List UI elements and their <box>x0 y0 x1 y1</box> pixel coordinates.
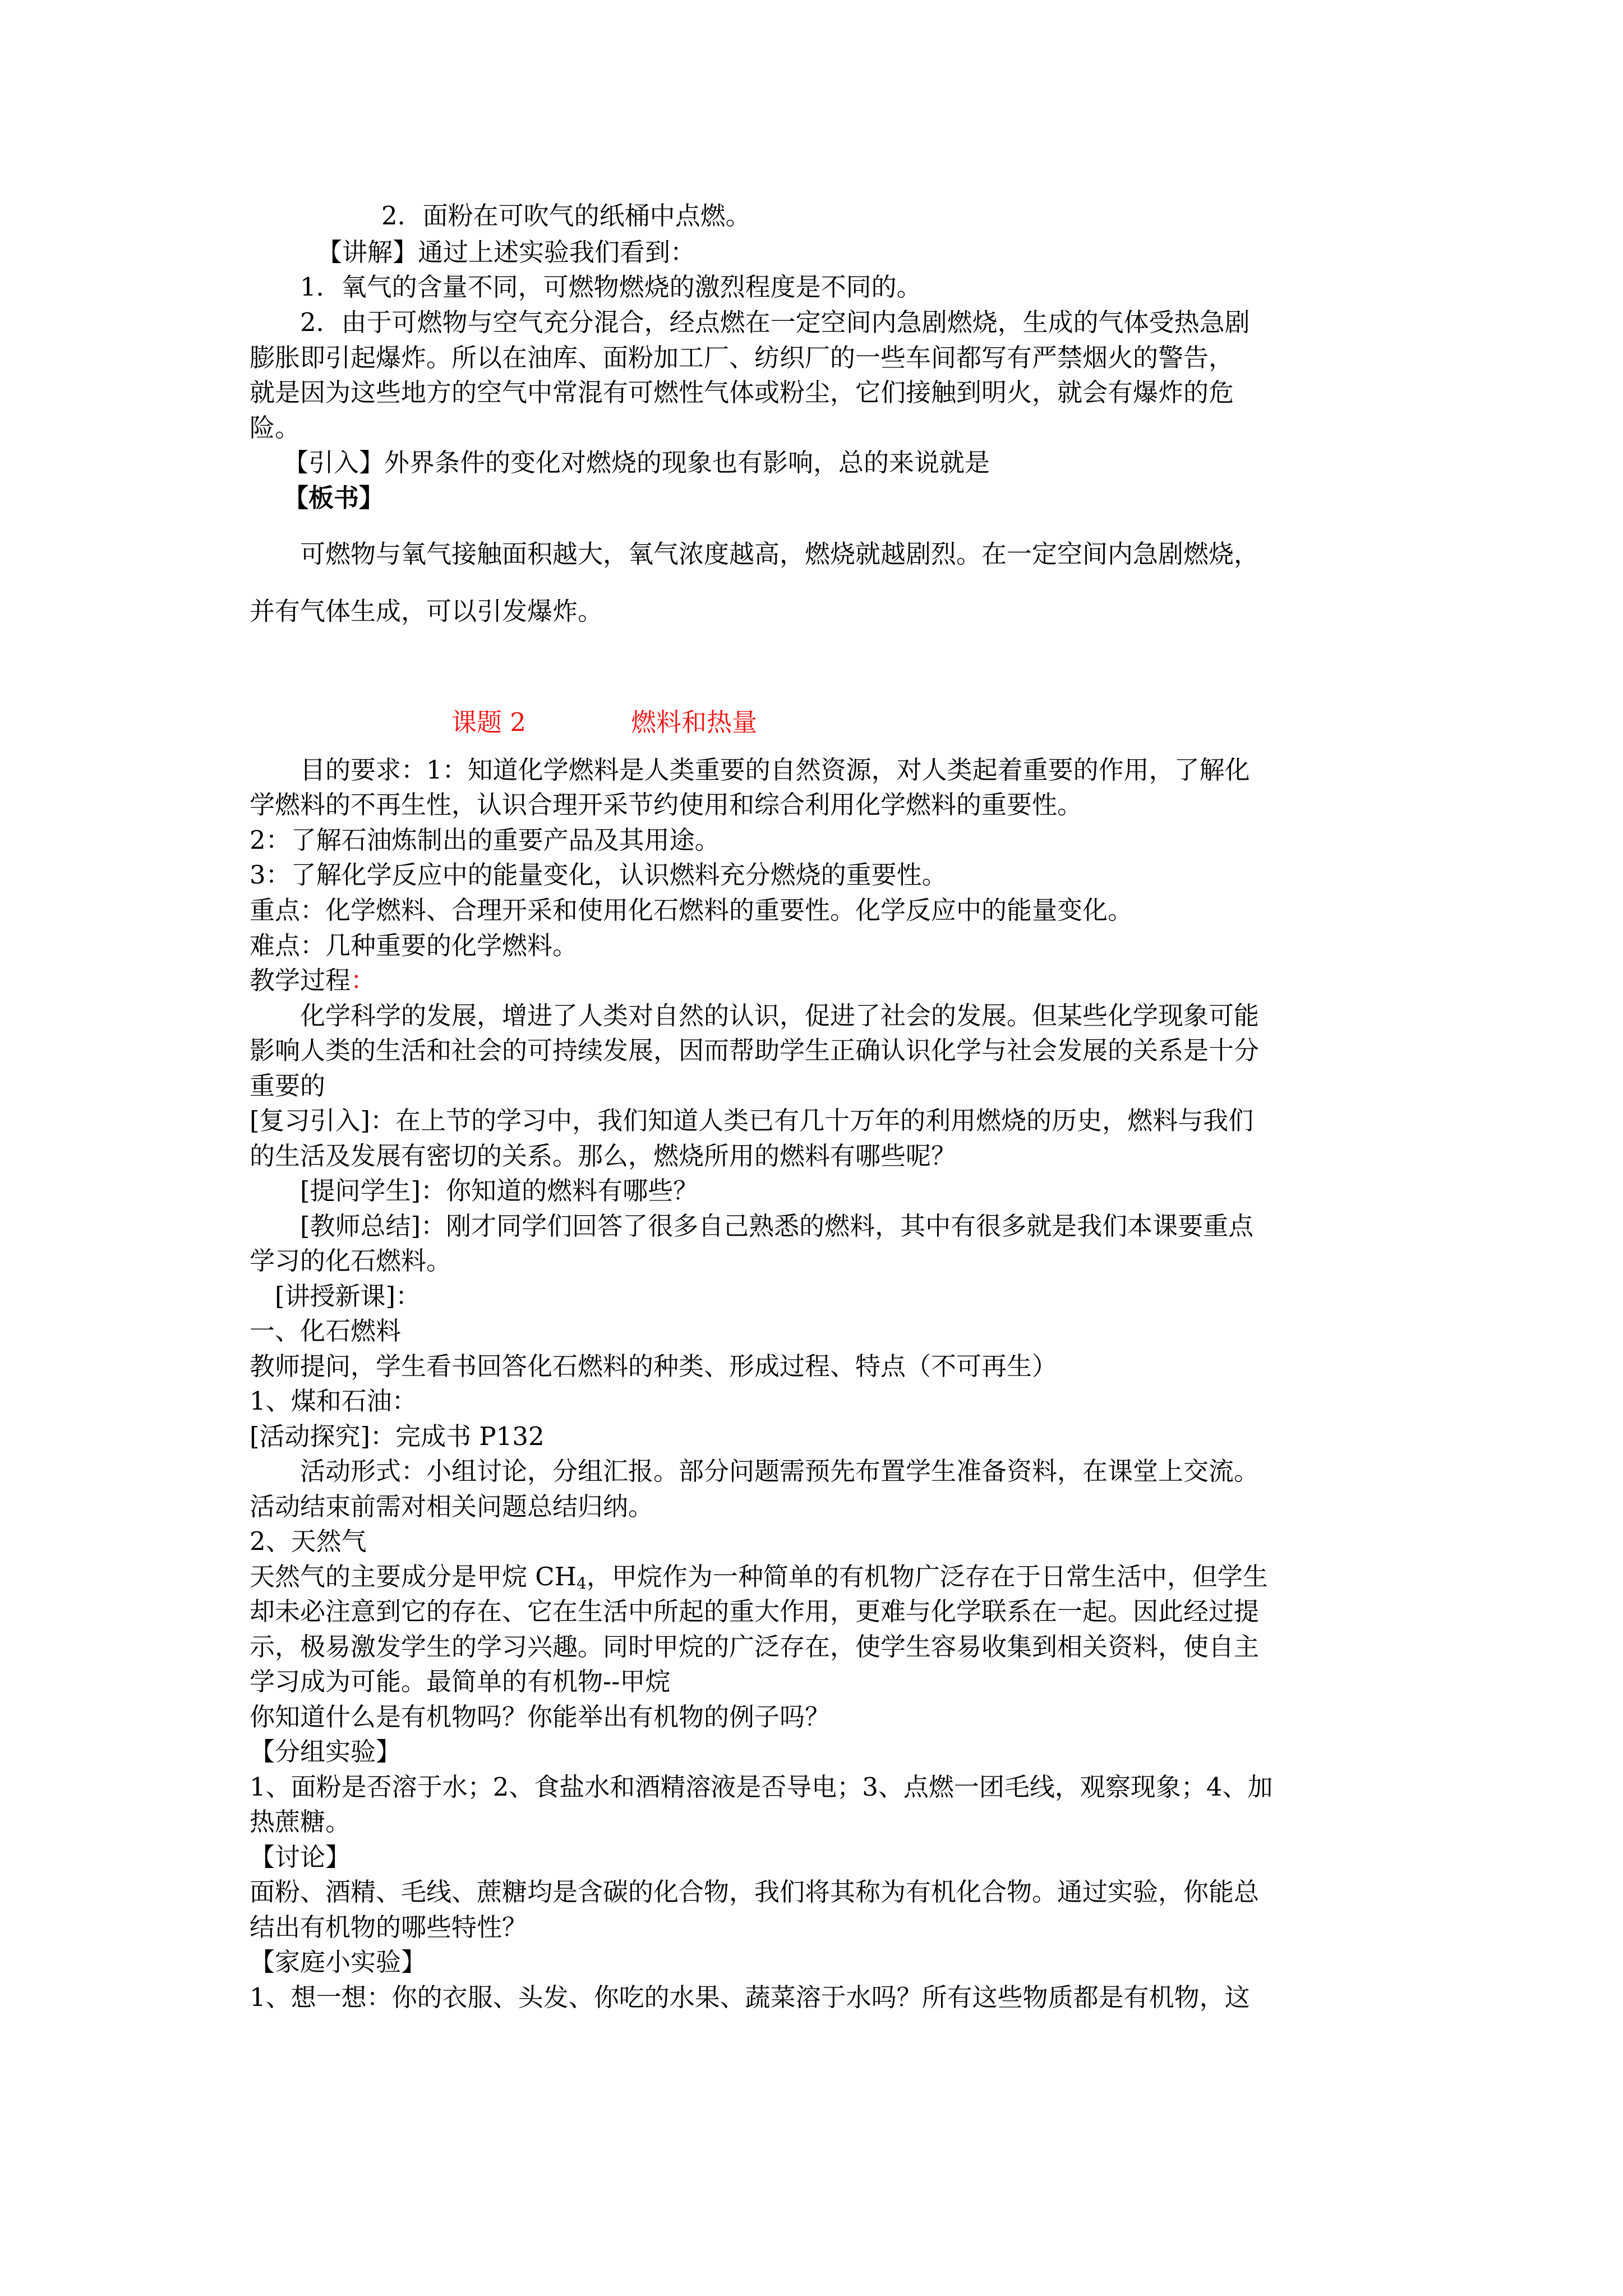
text-line: 1．氧气的含量不同，可燃物燃烧的激烈程度是不同的。 <box>300 272 922 302</box>
gas-text-post: ，甲烷作为一种简单的有机物广泛存在于日常生活中，但学生 <box>586 1562 1268 1591</box>
gas-text-pre: 天然气的主要成分是甲烷 CH <box>250 1562 577 1591</box>
text-line: 学燃料的不再生性，认识合理开采节约使用和综合利用化学燃料的重要性。 <box>250 790 1083 820</box>
text-line: 就是因为这些地方的空气中常混有可燃性气体或粉尘，它们接触到明火，就会有爆炸的危 <box>250 378 1234 407</box>
section-heading: 【家庭小实验】 <box>250 1947 427 1977</box>
text-line: 学习成为可能。最简单的有机物--甲烷 <box>250 1667 671 1696</box>
text-line: 热蔗糖。 <box>250 1807 351 1837</box>
text-line: 学习的化石燃料。 <box>250 1246 452 1276</box>
gas-subscript: 4 <box>576 1574 587 1593</box>
text-line: 影响人类的生活和社会的可持续发展，因而帮助学生正确认识化学与社会发展的关系是十分 <box>250 1036 1260 1065</box>
text-line: 示，极易激发学生的学习兴趣。同时甲烷的广泛存在，使学生容易收集到相关资料，使自主 <box>250 1632 1260 1662</box>
text-line: 1、想一想：你的衣服、头发、你吃的水果、蔬菜溶于水吗？所有这些物质都是有机物，这 <box>250 1982 1250 2012</box>
text-line: 险。 <box>250 413 301 443</box>
text-line: 面粉、酒精、毛线、蔗糖均是含碳的化合物，我们将其称为有机化合物。通过实验，你能总 <box>250 1877 1260 1907</box>
text-line: 化学科学的发展，增进了人类对自然的认识，促进了社会的发展。但某些化学现象可能 <box>300 1001 1260 1030</box>
text-line: [活动探究]：完成书 P132 <box>250 1421 545 1451</box>
text-line: 【引入】外界条件的变化对燃烧的现象也有影响，总的来说就是 <box>283 448 990 477</box>
text-line: 1、面粉是否溶于水；2、食盐水和酒精溶液是否导电；3、点燃一团毛线，观察现象；4、加 <box>250 1772 1273 1802</box>
text-line: 【讲解】通过上述实验我们看到： <box>317 237 696 267</box>
board-heading: 【板书】 <box>283 483 385 513</box>
text-line: 却未必注意到它的存在、它在生活中所起的重大作用，更难与化学联系在一起。因此经过提 <box>250 1596 1260 1626</box>
text-line: 2．面粉在可吹气的纸桶中点燃。 <box>381 201 751 231</box>
text-line: [讲授新课]： <box>275 1281 421 1311</box>
section-heading: 【讨论】 <box>250 1842 351 1872</box>
text-line: 结出有机物的哪些特性？ <box>250 1912 528 1942</box>
text-line: 活动形式：小组讨论，分组汇报。部分问题需预先布置学生准备资料，在课堂上交流。 <box>300 1456 1260 1486</box>
lesson-title: 燃料和热量 <box>631 707 758 737</box>
section-heading: 一、化石燃料 <box>250 1316 402 1346</box>
text-line: [教师总结]：刚才同学们回答了很多自己熟悉的燃料，其中有很多就是我们本课要重点 <box>300 1211 1254 1241</box>
text-line: 难点：几种重要的化学燃料。 <box>250 931 578 960</box>
text-line: [复习引入]：在上节的学习中，我们知道人类已有几十万年的利用燃烧的历史，燃料与我们 <box>250 1106 1254 1135</box>
text-line: 2：了解石油炼制出的重要产品及其用途。 <box>250 825 720 855</box>
text-line: 目的要求：1：知道化学燃料是人类重要的自然资源，对人类起着重要的作用，了解化 <box>300 755 1250 785</box>
lesson-number: 课题 2 <box>451 707 526 737</box>
section-heading: 【分组实验】 <box>250 1737 402 1766</box>
text-line: 1、煤和石油： <box>250 1386 417 1416</box>
text-line: 的生活及发展有密切的关系。那么，燃烧所用的燃料有哪些呢？ <box>250 1141 957 1171</box>
process-heading <box>250 964 376 997</box>
text-line: 重点：化学燃料、合理开采和使用化石燃料的重要性。化学反应中的能量变化。 <box>250 895 1133 925</box>
text-line: [提问学生]：你知道的燃料有哪些？ <box>300 1176 699 1205</box>
text-line: 并有气体生成，可以引发爆炸。 <box>250 596 603 626</box>
text-line: 重要的 <box>250 1071 326 1101</box>
text-line: 膨胀即引起爆炸。所以在油库、面粉加工厂、纺织厂的一些车间都写有严禁烟火的警告， <box>250 343 1234 372</box>
process-label: 教学过程 <box>250 965 351 995</box>
text-line: 活动结束前需对相关问题总结归纳。 <box>250 1492 654 1521</box>
text-line: 2．由于可燃物与空气充分混合，经点燃在一定空间内急剧燃烧，生成的气体受热急剧 <box>300 307 1250 337</box>
text-line <box>250 1560 1268 1594</box>
text-line: 你知道什么是有机物吗？你能举出有机物的例子吗？ <box>250 1702 831 1732</box>
text-line: 2、天然气 <box>250 1526 367 1556</box>
text-line: 3：了解化学反应中的能量变化，认识燃料充分燃烧的重要性。 <box>250 860 947 890</box>
process-colon: ： <box>351 965 376 995</box>
text-line: 教师提问，学生看书回答化石燃料的种类、形成过程、特点（不可再生） <box>250 1351 1058 1381</box>
text-line: 可燃物与氧气接触面积越大，氧气浓度越高，燃烧就越剧烈。在一定空间内急剧燃烧， <box>300 539 1260 569</box>
